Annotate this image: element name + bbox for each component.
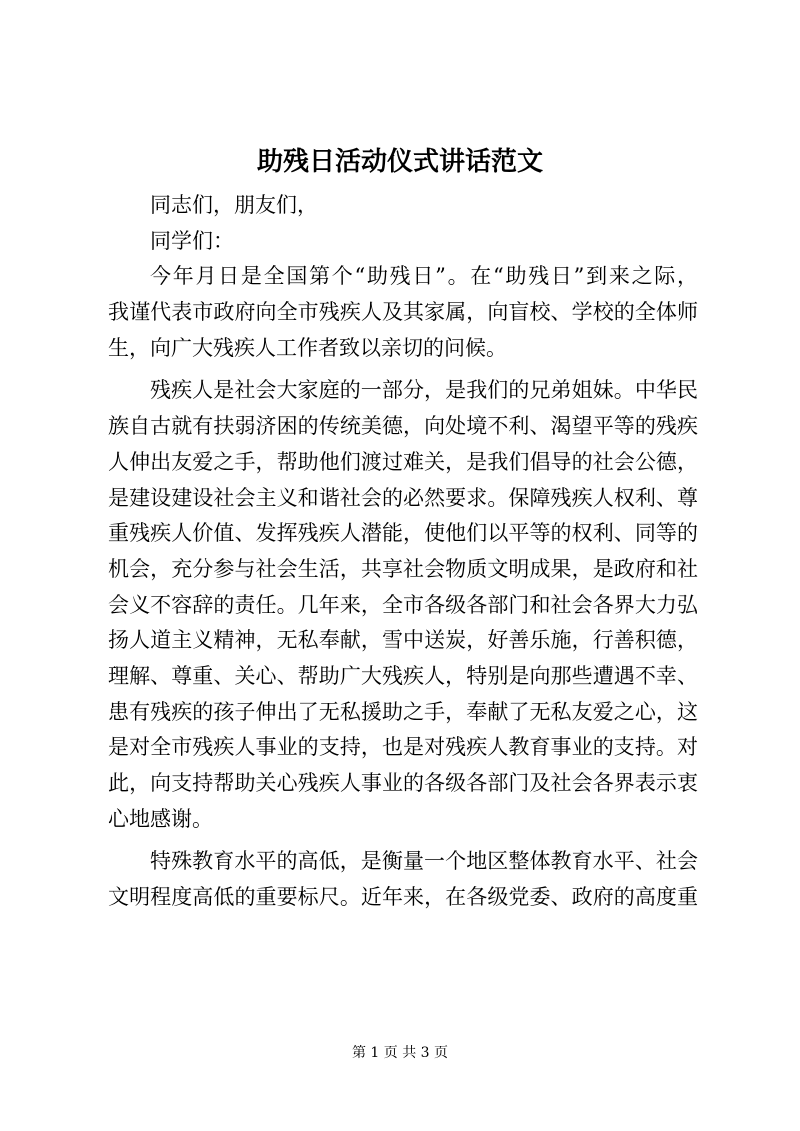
greeting-line: 同学们： bbox=[150, 228, 234, 253]
document-body bbox=[108, 188, 698, 916]
paragraph-line: 机会，充分参与社会生活，共享社会物质文明成果，是政府和社 bbox=[108, 556, 698, 581]
paragraph-line: 心地感谢。 bbox=[108, 806, 213, 831]
paragraph-line: 是对全市残疾人事业的支持，也是对残疾人教育事业的支持。对 bbox=[108, 735, 698, 760]
greeting-line: 同志们，朋友们， bbox=[150, 193, 318, 217]
paragraph bbox=[108, 373, 698, 837]
paragraph-line: 重残疾人价值、发挥残疾人潜能，使他们以平等的权利、同等的 bbox=[108, 521, 698, 546]
paragraph bbox=[108, 844, 698, 915]
paragraph-line: 文明程度高低的重要标尺。近年来，在各级党委、政府的高度重 bbox=[108, 885, 698, 910]
paragraph-line: 生，向广大残疾人工作者致以亲切的问候。 bbox=[108, 335, 507, 360]
paragraph-line: 是建设建设社会主义和谐社会的必然要求。保障残疾人权利、尊 bbox=[108, 485, 698, 510]
paragraph-line: 残疾人是社会大家庭的一部分，是我们的兄弟姐妹。中华民 bbox=[150, 378, 698, 403]
paragraph-line: 理解、尊重、关心、帮助广大残疾人，特别是向那些遭遇不幸、 bbox=[108, 663, 698, 688]
paragraph-line: 族自古就有扶弱济困的传统美德，向处境不利、渴望平等的残疾 bbox=[108, 414, 698, 439]
document-title: 助残日活动仪式讲话范文 bbox=[256, 147, 543, 177]
paragraph-line: 会义不容辞的责任。几年来，全市各级各部门和社会各界大力弘 bbox=[108, 592, 698, 617]
paragraph bbox=[108, 259, 698, 366]
page-footer: 第 1 页 共 3 页 bbox=[351, 1045, 449, 1061]
paragraph-line: 此，向支持帮助关心残疾人事业的各级各部门及社会各界表示衷 bbox=[108, 771, 698, 795]
paragraph-line: 人伸出友爱之手，帮助他们渡过难关，是我们倡导的社会公德， bbox=[108, 449, 698, 474]
paragraph-line: 今年月日是全国第个“助残日”。在“助残日”到来之际， bbox=[150, 264, 698, 289]
paragraph-line: 我谨代表市政府向全市残疾人及其家属，向盲校、学校的全体师 bbox=[108, 300, 698, 325]
paragraph-line: 特殊教育水平的高低，是衡量一个地区整体教育水平、社会 bbox=[150, 849, 698, 874]
paragraph-line: 扬人道主义精神，无私奉献，雪中送炭，好善乐施，行善积德， bbox=[108, 628, 698, 653]
paragraph-line: 患有残疾的孩子伸出了无私援助之手，奉献了无私友爱之心，这 bbox=[108, 699, 698, 724]
